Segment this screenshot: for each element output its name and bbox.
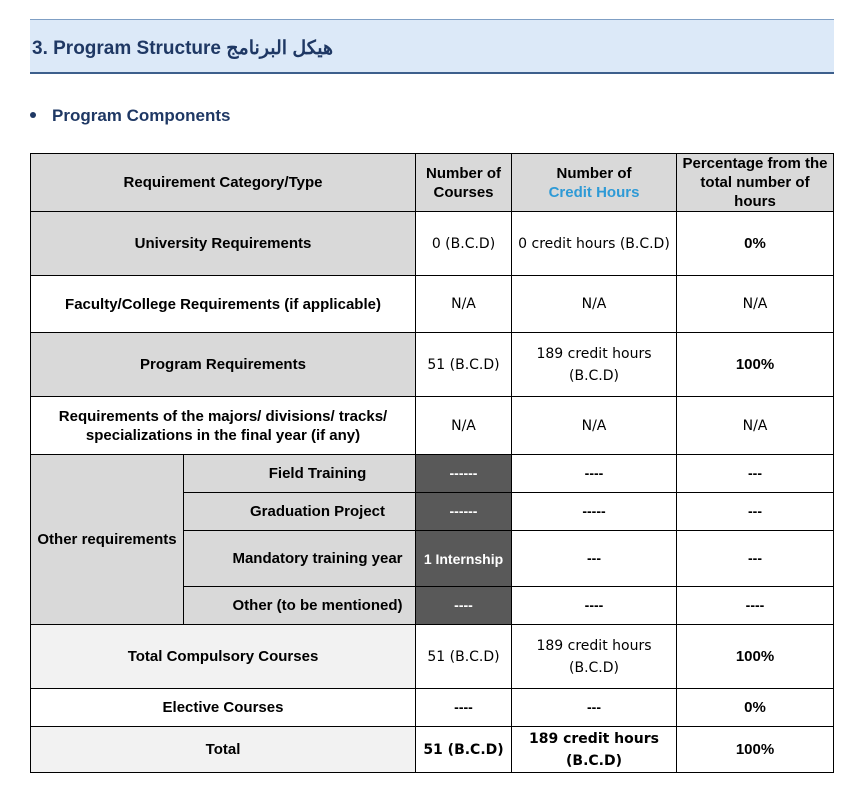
row-label: Total Compulsory Courses — [31, 625, 416, 689]
table-row-field-training — [31, 455, 834, 493]
hours-cell: N/A — [512, 276, 677, 333]
percent-cell: 0% — [677, 212, 834, 276]
header-category: Requirement Category/Type — [31, 154, 416, 212]
percent-cell: ---- — [677, 587, 834, 625]
table-row-elective — [31, 689, 834, 727]
courses-cell: ------ — [416, 493, 512, 531]
courses-cell: 51 (B.C.D) — [416, 333, 512, 397]
hours-cell: N/A — [512, 397, 677, 455]
row-label: Requirements of the majors/ divisions/ tracks/ specializations in the final year (if any) — [31, 397, 416, 455]
row-label: Program Requirements — [31, 333, 416, 397]
hours-cell: --- — [512, 689, 677, 727]
row-label: Faculty/College Requirements (if applicable) — [31, 276, 416, 333]
percent-cell: --- — [677, 531, 834, 587]
row-label: Field Training — [184, 455, 416, 493]
table-row-majors — [31, 397, 834, 455]
header-hours-prefix: Number of — [556, 164, 632, 182]
hours-cell: 189 credit hours (B.C.D) — [512, 333, 677, 397]
header-row — [31, 154, 834, 212]
row-label: Graduation Project — [184, 493, 416, 531]
courses-cell: N/A — [416, 397, 512, 455]
courses-cell: 0 (B.C.D) — [416, 212, 512, 276]
hours-cell: ---- — [512, 455, 677, 493]
table-row-faculty — [31, 276, 834, 333]
percent-cell: --- — [677, 493, 834, 531]
subsection-title: Program Components — [52, 106, 231, 125]
courses-cell: ---- — [416, 587, 512, 625]
hours-cell: 189 credit hours (B.C.D) — [512, 727, 677, 773]
table-row-program — [31, 333, 834, 397]
subsection-heading — [30, 106, 231, 126]
row-label: Mandatory training year — [184, 531, 416, 587]
header-hours-highlight: Credit Hours — [548, 183, 640, 201]
table-row-total-compulsory — [31, 625, 834, 689]
hours-cell: 189 credit hours (B.C.D) — [512, 625, 677, 689]
row-label: University Requirements — [31, 212, 416, 276]
table-row-university — [31, 212, 834, 276]
hours-cell: ---- — [512, 587, 677, 625]
header-percentage: Percentage from the total number of hours — [677, 154, 834, 212]
percent-cell: 0% — [677, 689, 834, 727]
row-label: Other (to be mentioned) — [184, 587, 416, 625]
header-courses: Number of Courses — [416, 154, 512, 212]
other-requirements-label: Other requirements — [31, 455, 184, 625]
header-hours — [512, 154, 677, 212]
section-header — [30, 19, 834, 74]
courses-cell: 1 Internship — [416, 531, 512, 587]
row-label: Elective Courses — [31, 689, 416, 727]
hours-cell: ----- — [512, 493, 677, 531]
courses-cell: N/A — [416, 276, 512, 333]
courses-cell: ------ — [416, 455, 512, 493]
percent-cell: N/A — [677, 276, 834, 333]
percent-cell: --- — [677, 455, 834, 493]
courses-cell: ---- — [416, 689, 512, 727]
section-title: 3. Program Structure هيكل البرنامج — [32, 38, 333, 59]
percent-cell: 100% — [677, 625, 834, 689]
percent-cell: N/A — [677, 397, 834, 455]
bullet-icon — [30, 112, 36, 118]
hours-cell: 0 credit hours (B.C.D) — [512, 212, 677, 276]
program-components-table — [30, 153, 834, 773]
hours-cell: --- — [512, 531, 677, 587]
courses-cell: 51 (B.C.D) — [416, 727, 512, 773]
courses-cell: 51 (B.C.D) — [416, 625, 512, 689]
row-label: Total — [31, 727, 416, 773]
table-row-total — [31, 727, 834, 773]
percent-cell: 100% — [677, 727, 834, 773]
percent-cell: 100% — [677, 333, 834, 397]
